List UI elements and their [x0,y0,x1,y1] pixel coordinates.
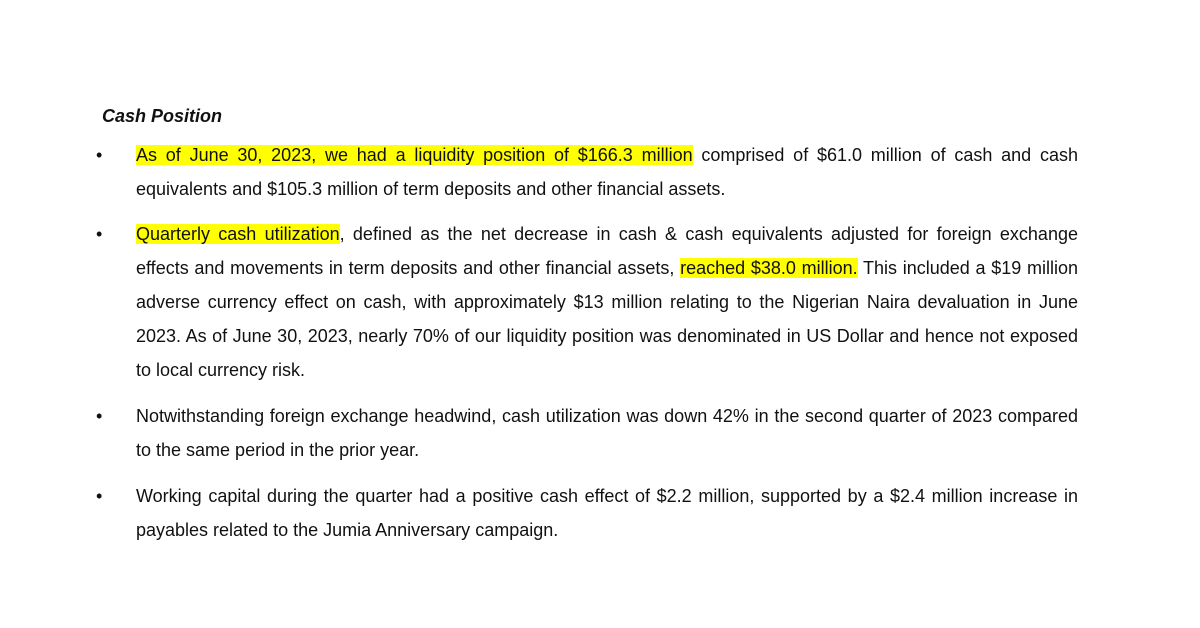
highlighted-text: As of June 30, 2023, we had a liquidity position of $166.3 million [136,145,693,165]
highlighted-text: reached $38.0 million. [680,258,858,278]
paragraph-text: This included a $19 million adverse currency effect on cash, with approximately $13 million relating to the Nigerian Naira devaluation in June 2023. As of June 30, 2023, nearly 70% of our liquidity position was denominated in US Dollar and hence not exposed to local currency risk. [136,258,1079,380]
highlighted-text: Quarterly cash utilization [136,224,340,244]
bullet-marker: • [96,145,103,165]
bullet-marker: • [96,486,103,506]
bullet-paragraph-liquidity [136,138,1078,206]
bullet-paragraph-working-capital [136,479,1078,547]
paragraph-text: Working capital during the quarter had a positive cash effect of $2.2 million, supported by a $2.4 million increase in payables related to the Jumia Anniversary campaign. [136,486,1078,540]
bullet-marker: • [96,406,103,426]
bullet-paragraph-cash-utilization [136,217,1078,387]
paragraph-text: comprised of $61.0 million of cash and cash equivalents and $105.3 million of term deposits and other financial assets. [136,145,1078,199]
section-heading: Cash Position [102,106,223,126]
bullet-paragraph-fx-headwind [136,399,1078,467]
paragraph-text: Notwithstanding foreign exchange headwind, cash utilization was down 42% in the second quarter of 2023 compared to the same period in the prior year. [136,406,1078,460]
paragraph-text: , defined as the net decrease in cash & cash equivalents adjusted for foreign exchange effects and movements in term deposits and other financial assets, [136,224,1078,278]
bullet-marker: • [96,224,103,244]
